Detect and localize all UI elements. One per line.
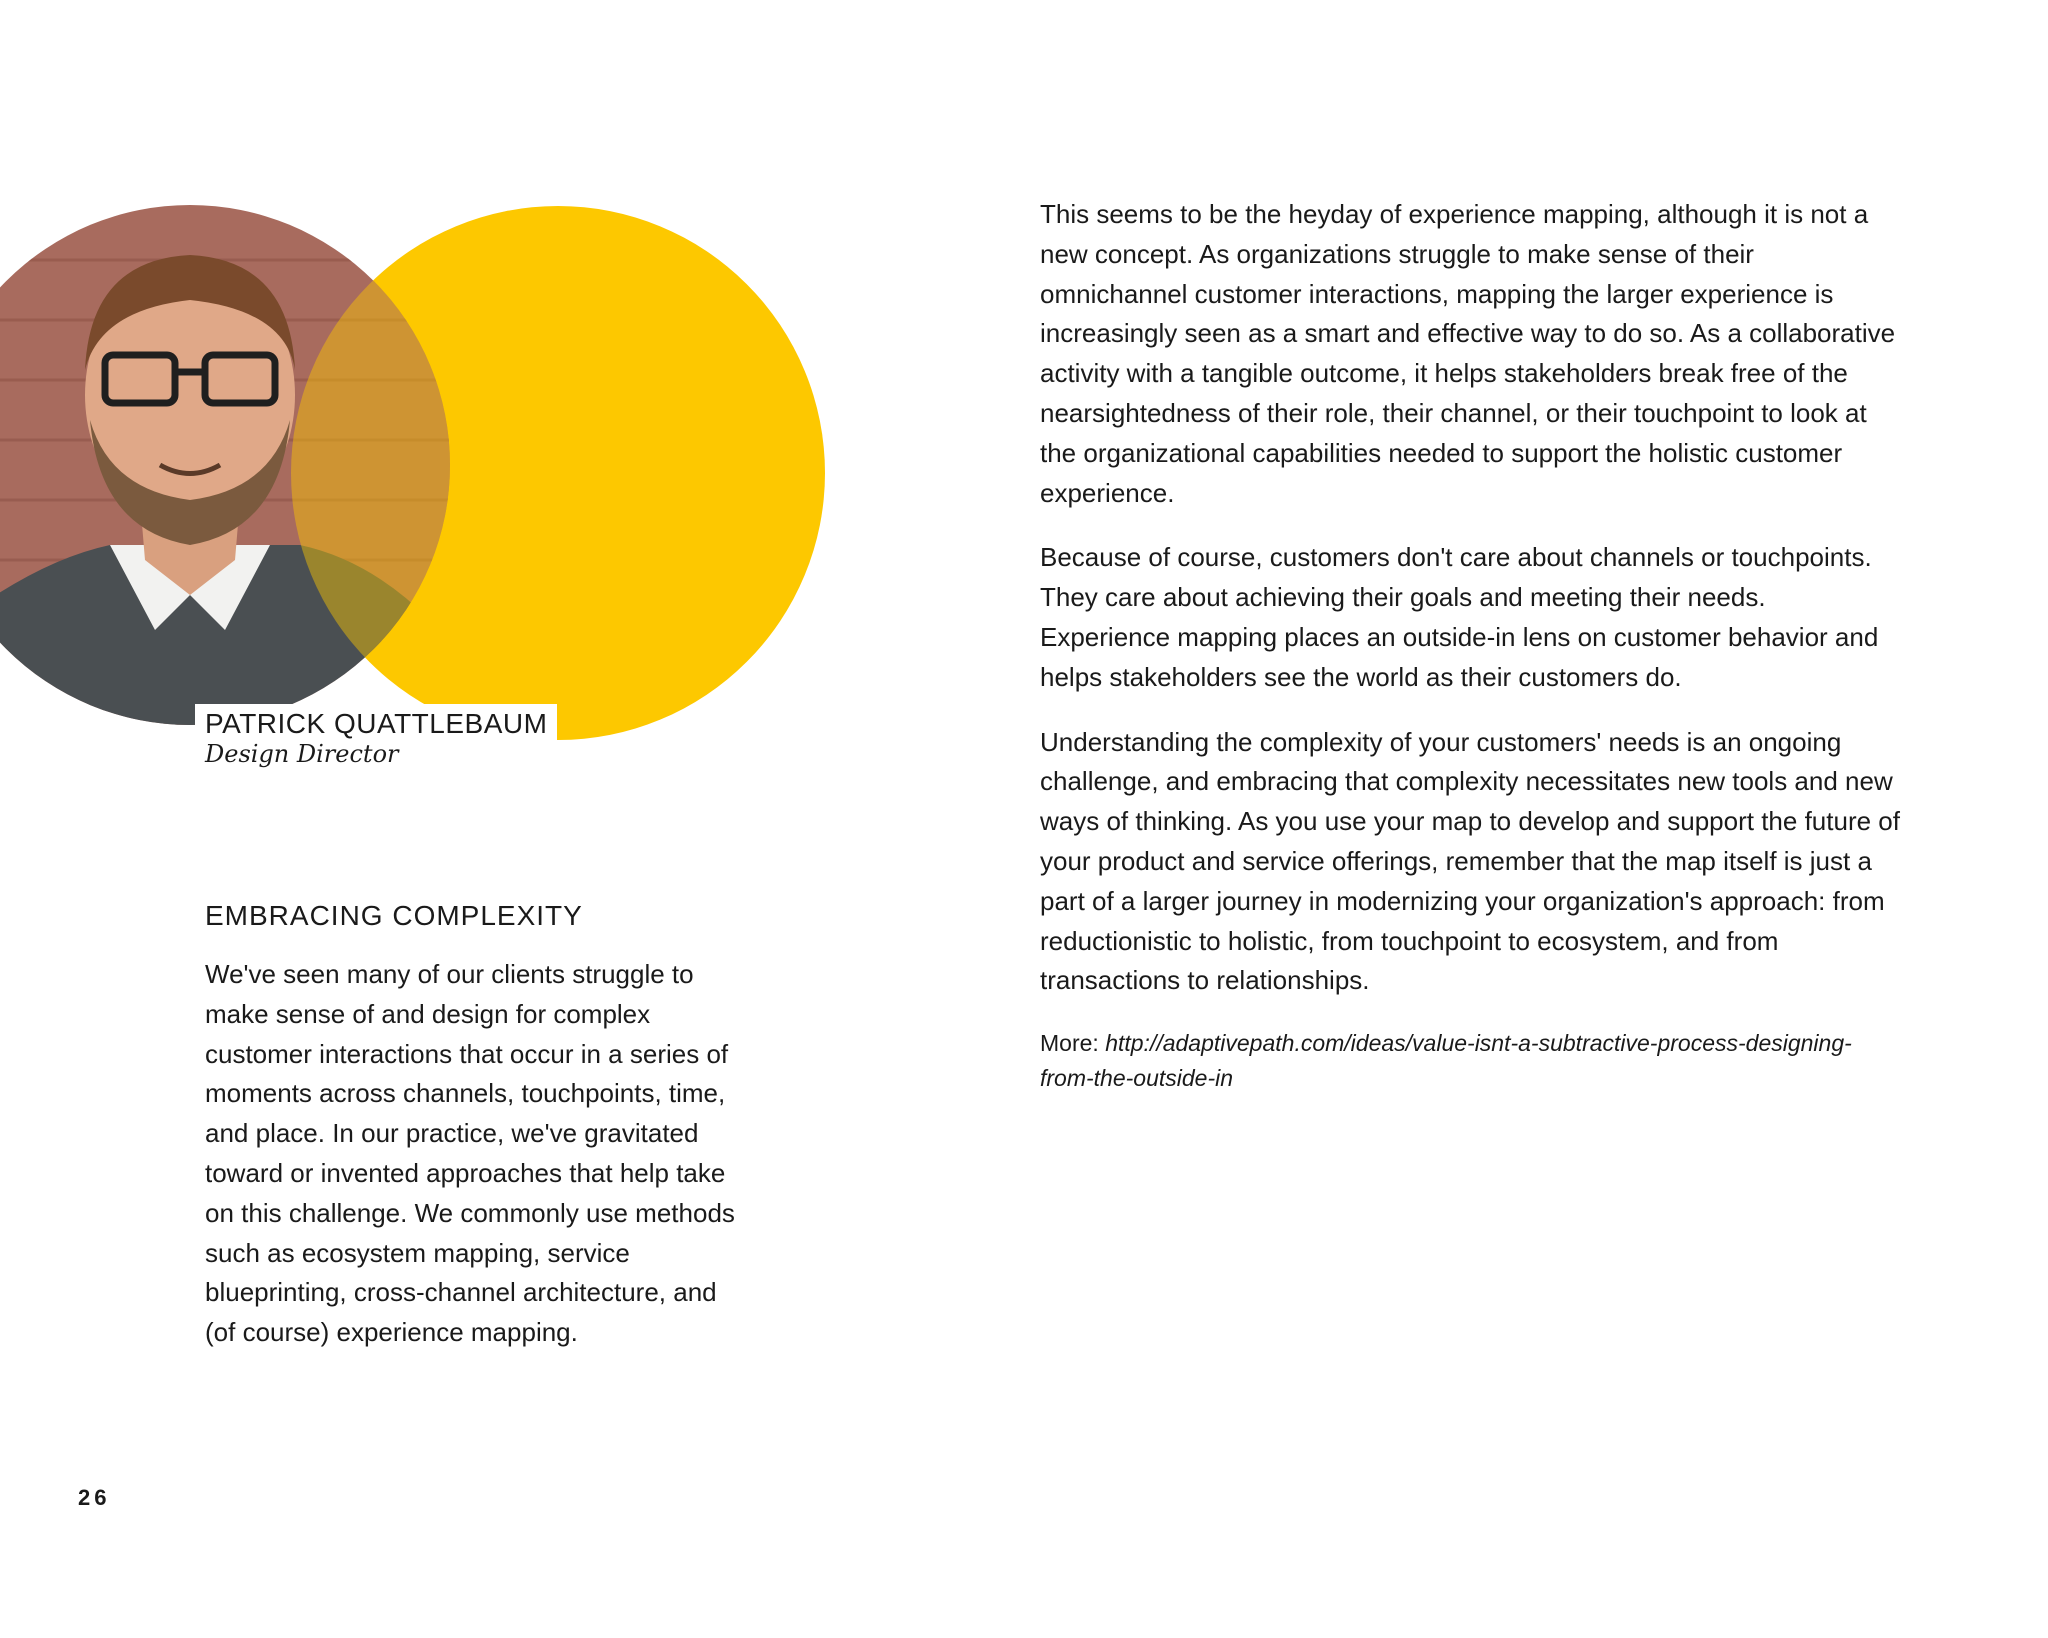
body-paragraph-2: Because of course, customers don't care about channels or touchpoints. They care about achieving their goals and meeting their needs. Experience mapping places an outside-in lens on customer behavior and helps stakeholders see the world as their customers do. — [1040, 542, 1879, 692]
page-number: 26 — [78, 1485, 111, 1510]
body-paragraph-3: Understanding the complexity of your customers' needs is an ongoing challenge, and embracing that complexity necessitates new tools and new ways of thinking. As you use your map to develop and support the future of your product and service offerings, remember that the map itself is just a part of a larger journey in modernizing your organization's approach: from reductionistic to holistic, from touchpoint to ecosystem, and from transactions to relationships. — [1040, 726, 1900, 996]
section-body: We've seen many of our clients struggle to make sense of and design for complex customer interactions that occur in a series of moments across channels, touchpoints, time, and place. In our practice, we've gravitated toward or invented approaches that help take on this challenge. We commonly use methods such as ecosystem mapping, service blueprinting, cross-channel architecture, and (of course) experience mapping. — [205, 959, 735, 1348]
author-name: PATRICK QUATTLEBAUM — [205, 708, 548, 739]
author-role: Design Director — [205, 740, 399, 768]
author-caption — [195, 704, 557, 770]
body-paragraph-1: This seems to be the heyday of experience mapping, although it is not a new concept. As organizations struggle to make sense of their omnichannel customer interactions, mapping the larger experience is increasingly seen as a smart and effective way to do so. As a collaborative activity with a tangible outcome, it helps stakeholders break free of the nearsightedness of their role, their channel, or their touchpoint to look at the organizational capabilities needed to support the holistic customer experience. — [1040, 199, 1896, 508]
more-reference — [1040, 1026, 1900, 1096]
more-label: More: — [1040, 1030, 1099, 1057]
more-link[interactable]: http://adaptivepath.com/ideas/value-isnt-a-subtractive-process-designing-from-the-outside-in — [1040, 1030, 1852, 1092]
section-heading: EMBRACING COMPLEXITY — [205, 900, 583, 931]
right-column — [1040, 195, 1900, 1121]
portrait-graphic — [0, 200, 840, 760]
